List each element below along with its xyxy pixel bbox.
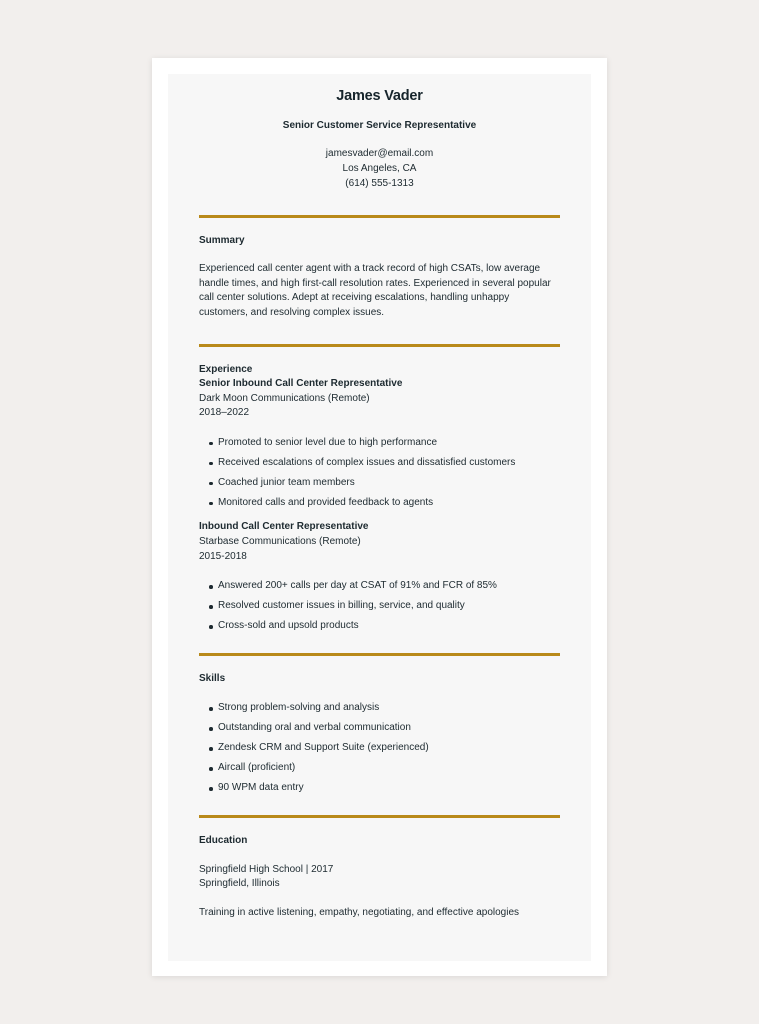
list-item: Coached junior team members — [199, 476, 560, 491]
education-heading: Education — [199, 834, 248, 846]
job-entry — [199, 377, 560, 510]
resume-paper — [152, 58, 607, 976]
candidate-headline: Senior Customer Service Representative — [282, 119, 477, 131]
skills-heading: Skills — [199, 672, 226, 684]
list-item: Strong problem-solving and analysis — [199, 701, 560, 716]
contact-phone: (614) 555-1313 — [345, 177, 414, 189]
education-training: Training in active listening, empathy, negotiating, and effective apologies — [199, 906, 520, 918]
list-item: Received escalations of complex issues and dissatisfied customers — [199, 456, 560, 471]
education-school: Springfield High School | 2017 — [199, 863, 334, 875]
job-company: Starbase Communications (Remote) — [199, 536, 361, 548]
experience-heading: Experience — [199, 363, 253, 375]
list-item: Promoted to senior level due to high performance — [199, 436, 560, 451]
contact-location: Los Angeles, CA — [342, 162, 417, 174]
summary-text: Experienced call center agent with a track record of high CSATs, low average handle times, and high first-call resolution rates. Experienced in several popular call center solutions. Adept at receiving escalations, handling unhappy customers, and resolving complex issues. — [199, 263, 551, 318]
resume-sheet — [168, 74, 591, 961]
contact-block — [199, 147, 560, 191]
section-divider — [199, 344, 560, 347]
education-entry — [199, 863, 560, 892]
resume-content — [199, 74, 560, 920]
list-item: Monitored calls and provided feedback to agents — [199, 496, 560, 511]
skills-list — [199, 701, 560, 796]
section-divider — [199, 815, 560, 818]
job-bullet-list — [199, 579, 560, 634]
contact-email: jamesvader@email.com — [325, 148, 434, 160]
list-item: Cross-sold and upsold products — [199, 619, 560, 634]
job-dates: 2015-2018 — [199, 550, 247, 562]
list-item: Resolved customer issues in billing, service, and quality — [199, 599, 560, 614]
list-item: 90 WPM data entry — [199, 781, 560, 796]
section-divider — [199, 215, 560, 218]
list-item: Aircall (proficient) — [199, 761, 560, 776]
job-title: Senior Inbound Call Center Representative — [199, 378, 403, 390]
list-item: Answered 200+ calls per day at CSAT of 91% and FCR of 85% — [199, 579, 560, 594]
job-company: Dark Moon Communications (Remote) — [199, 392, 370, 404]
job-bullet-list — [199, 436, 560, 511]
candidate-name: James Vader — [336, 88, 423, 104]
list-item: Outstanding oral and verbal communication — [199, 721, 560, 736]
summary-heading: Summary — [199, 234, 245, 246]
list-item: Zendesk CRM and Support Suite (experienced) — [199, 741, 560, 756]
job-title: Inbound Call Center Representative — [199, 521, 369, 533]
education-place: Springfield, Illinois — [199, 878, 280, 890]
job-dates: 2018–2022 — [199, 407, 250, 419]
section-divider — [199, 653, 560, 656]
job-entry — [199, 520, 560, 633]
